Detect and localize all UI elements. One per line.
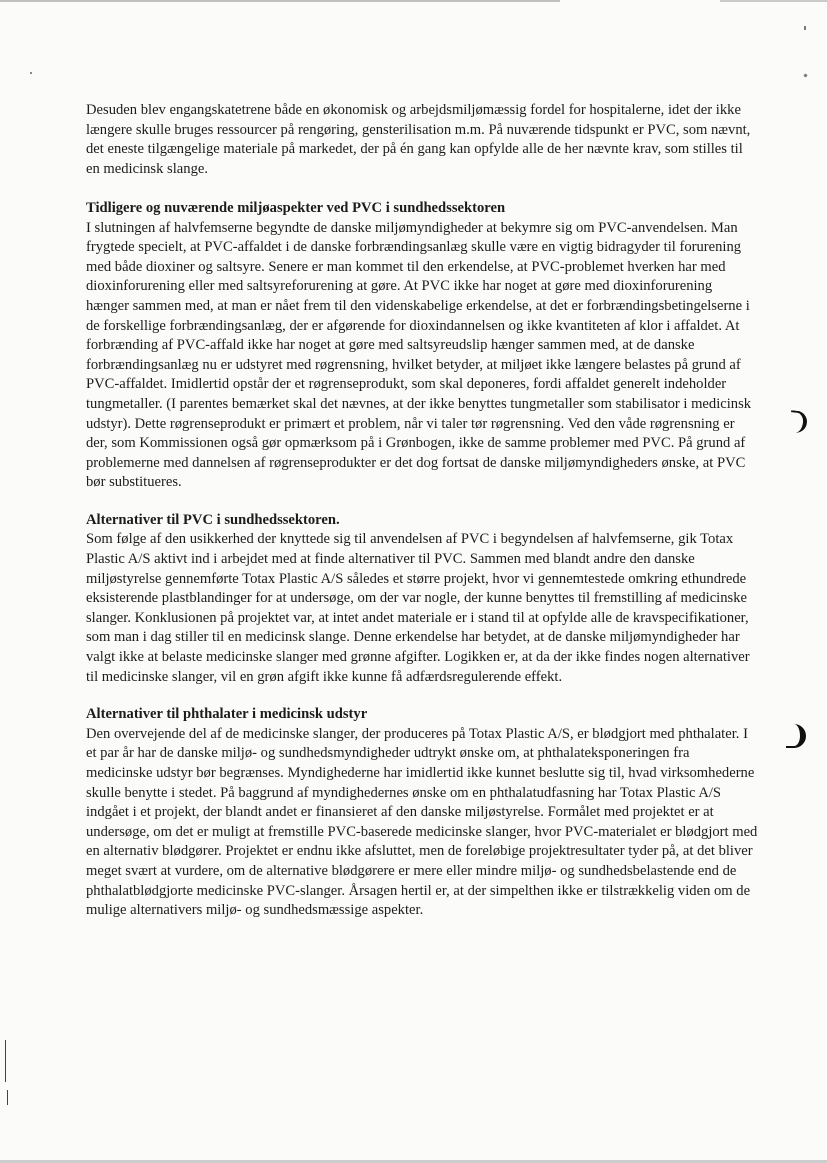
section-phthalate-alternatives xyxy=(86,705,758,921)
section-heading: Tidligere og nuværende miljøaspekter ved PVC i sundhedssektoren xyxy=(86,199,506,216)
scan-speck xyxy=(803,73,807,77)
scan-top-edge xyxy=(0,0,827,2)
section-heading: Alternativer til phthalater i medicinsk udstyr xyxy=(86,706,368,723)
scan-edge-line xyxy=(5,1040,6,1082)
intro-paragraph: Desuden blev engangskatetrene både en økonomisk og arbejdsmiljømæssig fordel for hospitalerne, idet der ikke længere skulle bruges ressourcer på rengøring, gensterilisation m.m. På nuværende tidspunkt er PVC, som nævnt, det eneste tilgængelige materiale på markedet, der på én gang kan opfylde alle de her nævnte krav, som stilles til en medicinsk slange. xyxy=(86,102,751,177)
scan-speck xyxy=(30,72,32,74)
section-body: Som følge af den usikkerhed der knyttede sig til anvendelsen af PVC i begyndelsen af halvfemserne, gik Totax Plastic A/S aktivt ind i arbejdet med at finde alternativer til PVC. Sammen med blandt andre den danske miljøstyrelse gennemførte Totax Plastic A/S således et større projekt, hvor vi gennemtestede omkring ethundrede eksisterende plastblandinger for at undersøge, om der var nogle, der kunne benyttes til fremstilling af medicinske slanger. Konklusionen på projektet var, at intet andet materiale er i stand til at opfylde alle de kravspecifikationer, som man i dag stiller til en medicinsk slange. Denne erkendelse har betydet, at de danske miljømyndigheder har valgt ikke at belaste medicinske slanger med grønne afgifter. Logikken er, at da der ikke findes nogen alternativer til medicinske slanger, vil en grøn afgift ikke kunne få adfærdsregulerende effekt. xyxy=(86,531,750,685)
section-environment xyxy=(86,199,758,493)
scan-edge-line xyxy=(7,1090,8,1105)
punch-hole-mark xyxy=(789,410,808,434)
scan-speck xyxy=(804,26,806,30)
section-body: Den overvejende del af de medicinske slanger, der produceres på Totax Plastic A/S, er blødgjort med phthalater. I et par år har de danske miljø- og sundhedsmyndigheder udtrykt ønske om, at phthalateksponeringen fra medicinske udstyr bør begrænses. Myndighederne har imidlertid ikke kunnet beslutte sig til, hvad virksomhederne skulle benytte i stedet. På baggrund af myndighedernes ønske om en phthalatudfasning har Totax Plastic A/S indgået i et projekt, der blandt andet er finansieret af den danske miljøstyrelse. Formålet med projektet er at undersøge, om det er muligt at fremstille PVC-baserede medicinske slanger, hvor PVC-materialet er blødgjort med en alternativ blødgører. Projektet er endnu ikke afsluttet, men de foreløbige projektresultater tyder på, at det bliver meget svært at vurdere, om de alternative blødgørere er mere eller mindre miljø- og sundhedsbelastende end de phthalatblødgjorte medicinske PVC-slanger. Årsagen hertil er, at der simpelthen ikke er tilstrækkelig viden om de mulige alternativers miljø- og sundhedsmæssige aspekter. xyxy=(86,725,758,919)
section-body: I slutningen af halvfemserne begyndte de danske miljømyndigheder at bekymre sig om PVC-anvendelsen. Man frygtede specielt, at PVC-affaldet i de danske forbrændingsanlæg skulle være en vigtig bidragyder til forurening med både dioxiner og saltsyre. Senere er man kommet til den erkendelse, at PVC-problemet hverken har med dioxinforurening eller med saltsyreforurening at gøre. At PVC ikke har noget at gøre med dioxinforurening hænger sammen med, at man er nået frem til den videnskabelige erkendelse, at det er forbrændingsbetingelserne i de forskellige forbrændingsanlæg, der er afgørende for dioxindannelsen og ikke kvantiteten af klor i affaldet. At forbrænding af PVC-affald ikke har noget at gøre med saltsyreudslip hænger sammen med, at de danske forbrændingsanlæg nu er udstyret med røgrensning, hvilket betyder, at miljøet ikke længere belastes på grund af PVC-affaldet. Imidlertid opstår der et røgrenseprodukt, som skal deponeres, fordi affaldet generelt indeholder tungmetaller. (I parentes bemærket skal det nævnes, at der ikke benyttes tungmetaller som stabilisator i medicinsk udstyr). Dette røgrenseprodukt er primært et problem, når vi taler tør røgrensning. Ved den våde røgrensning er der, som Kommissionen også gør opmærksom på i Grønbogen, ikke de samme problemer med PVC. På grund af problemerne med dannelsen af røgrenseprodukter er det dog fortsat de danske miljømyndigheders ønske, at PVC bør substitueres. xyxy=(86,219,752,491)
section-pvc-alternatives xyxy=(86,511,758,687)
document-page xyxy=(86,101,758,939)
punch-hole-mark xyxy=(786,724,806,748)
section-heading: Alternativer til PVC i sundhedssektoren. xyxy=(86,511,340,528)
